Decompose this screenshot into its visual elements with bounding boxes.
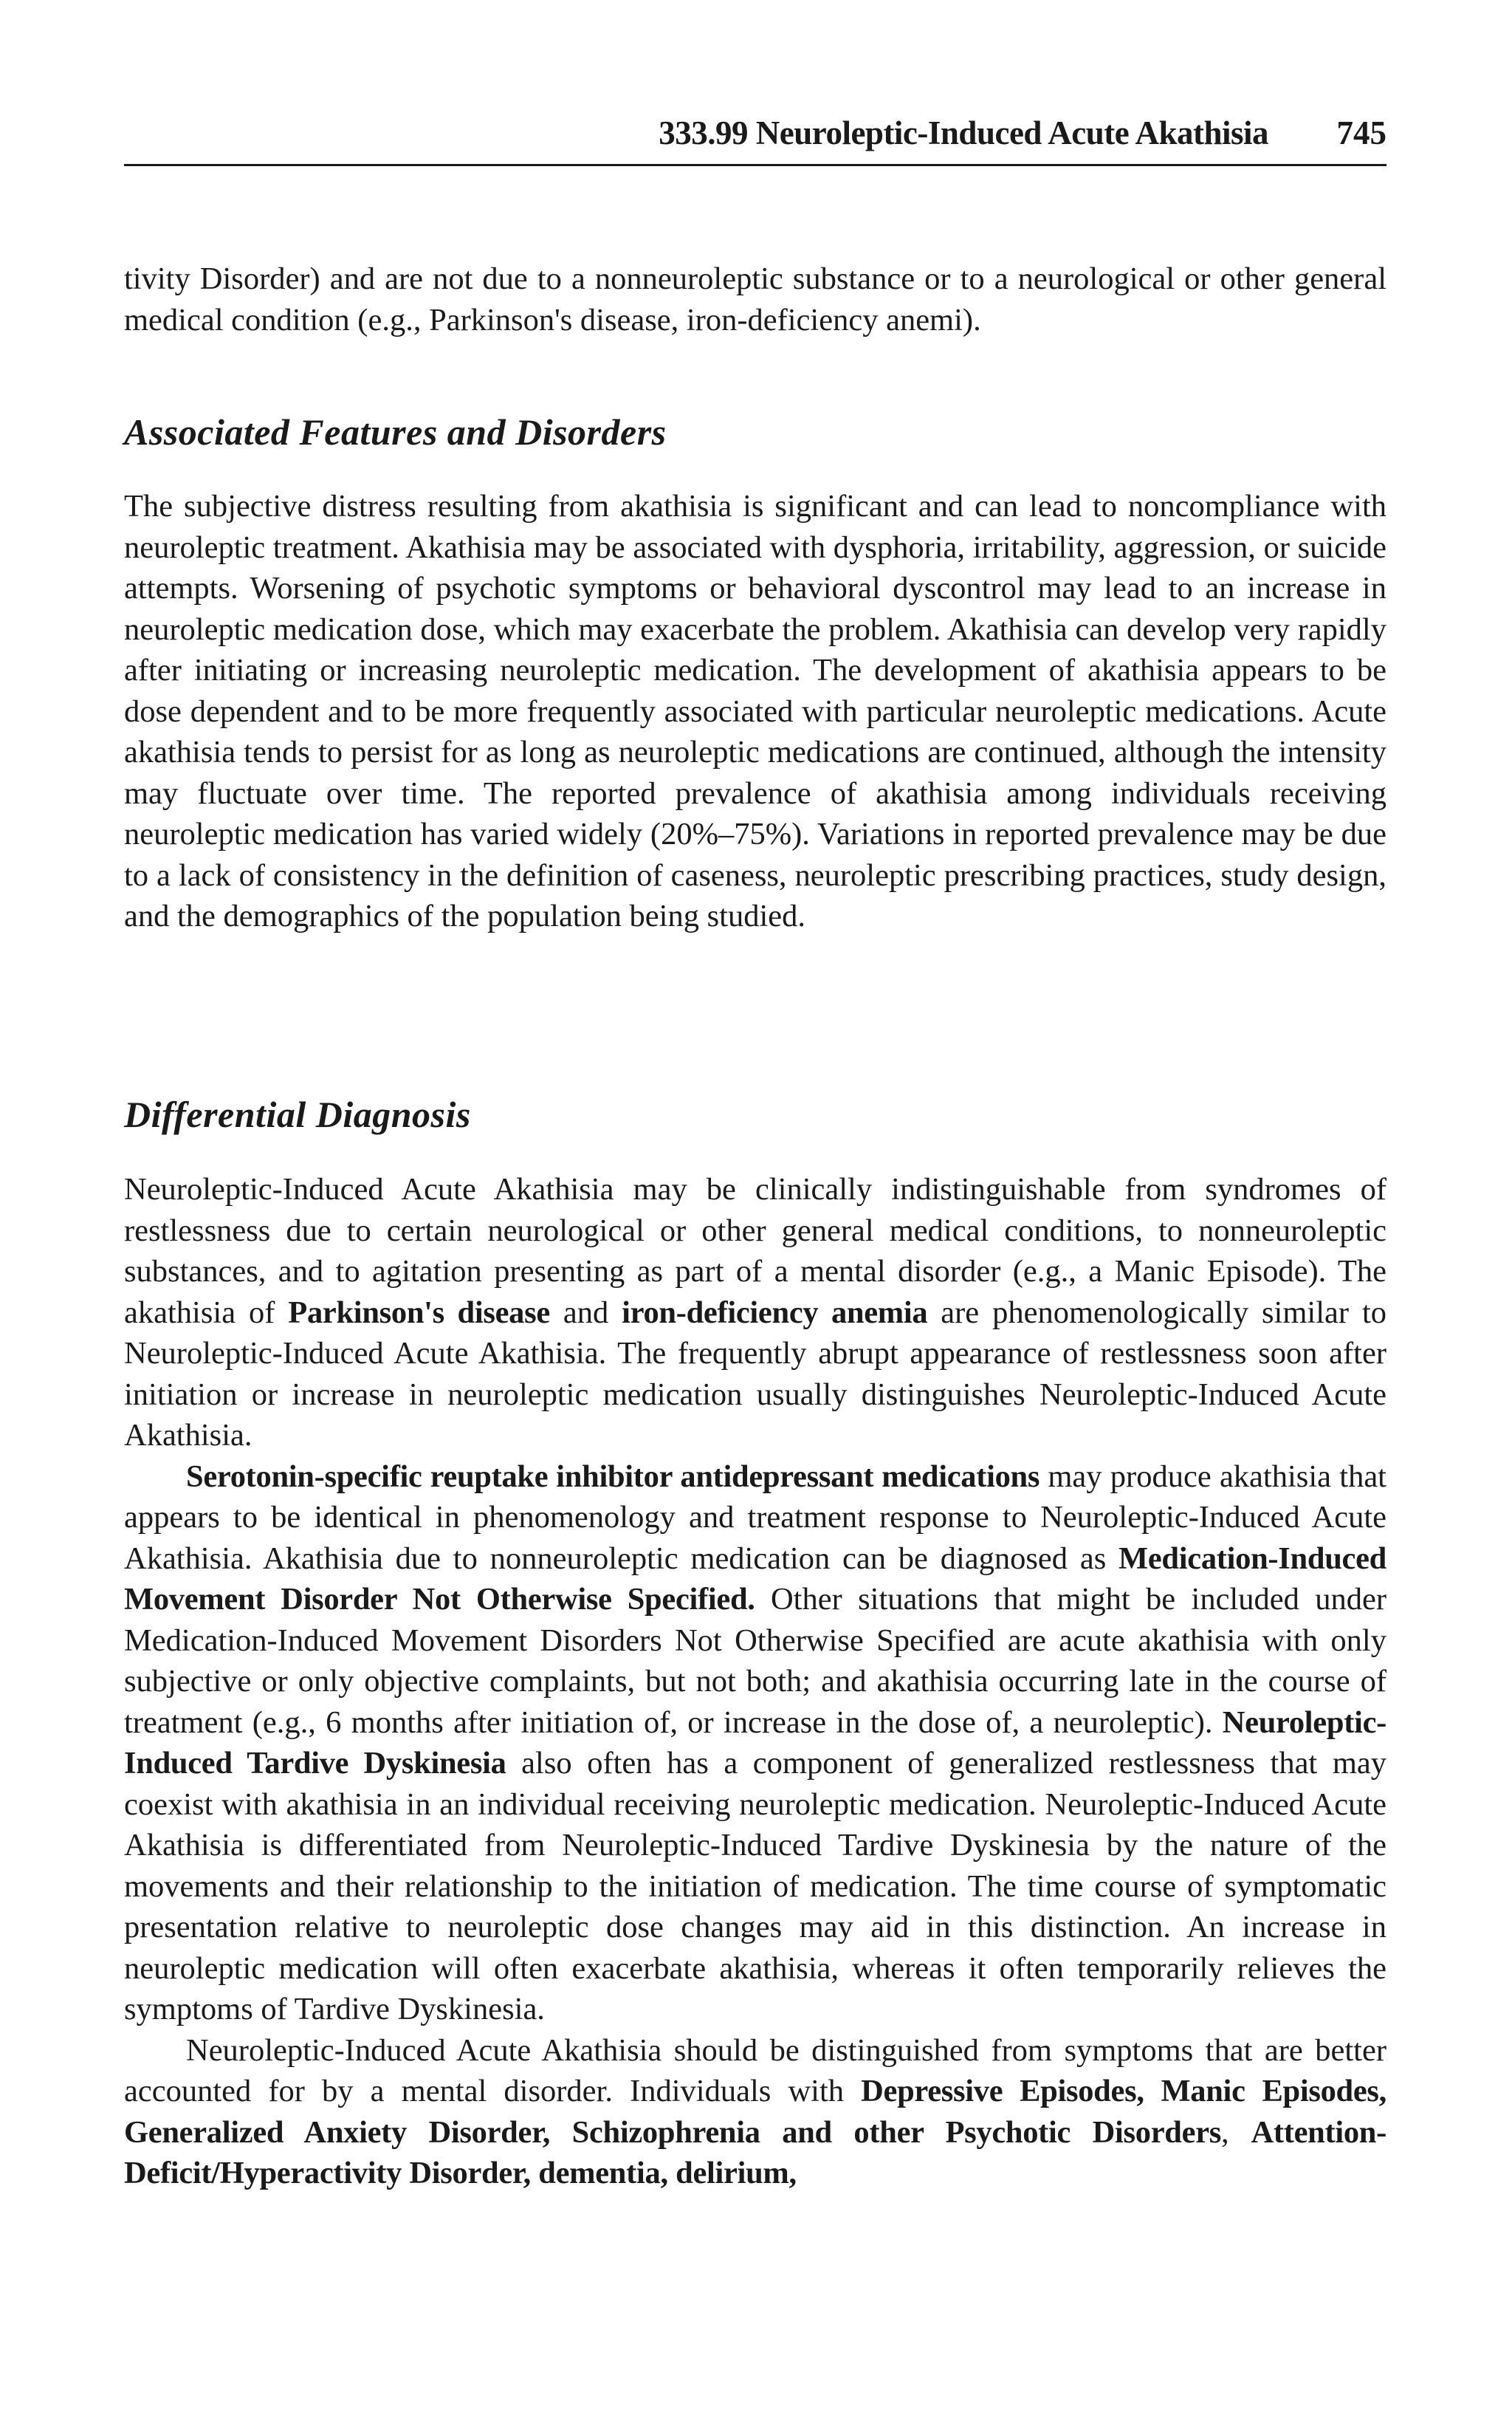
differential-paragraph-2 <box>124 1456 1386 2030</box>
bold-term-parkinsons-disease: Parkinson's disease <box>288 1295 550 1330</box>
differential-diagnosis-body <box>124 1169 1386 2194</box>
bold-term-tardive-dyskinesia: Neuroleptic-Induced Tardive Dyskinesia <box>124 1704 1386 1781</box>
associated-features-paragraph: The subjective distress resulting from akathisia is significant and can lead to noncompliance with neuroleptic treatment. Akathisia may be associated with dysphoria, irritability, aggression, or suicide attempts. Worsening of psychotic symptoms or behavioral dyscontrol may lead to an increase in neuroleptic medication dose, which may exacerbate the problem. Akathisia can develop very rapidly after initiating or increasing neuroleptic medication. The development of akathisia appears to be dose dependent and to be more frequently associated with particular neuroleptic medications. Acute akathisia tends to persist for as long as neuroleptic medications are continued, although the intensity may fluctuate over time. The reported prevalence of akathisia among individuals receiving neuroleptic medication has varied widely (20%–75%). Variations in reported prevalence may be due to a lack of consistency in the definition of caseness, neuroleptic prescribing practices, study design, and the demographics of the population being studied. <box>124 489 1386 933</box>
bold-term-movement-disorder-nos: Medication-Induced Movement Disorder Not Otherwise Specified. <box>124 1541 1386 1617</box>
text-run: Other situations that might be included under Medication-Induced Movement Disorders Not Otherwise Specified are acute akathisia with only subjective or only objective complaints, but not both; and akathisia occurring late in the course of treatment (e.g., 6 months after initiation of, or increase in the dose of, a neuroleptic). <box>124 1582 1386 1740</box>
section-heading-associated-features: Associated Features and Disorders <box>124 411 667 453</box>
bold-term-iron-deficiency-anemia: iron-deficiency anemia <box>622 1295 928 1330</box>
intro-paragraph: tivity Disorder) and are not due to a nonneuroleptic substance or to a neurological or other general medical condition (e.g., Parkinson's disease, iron-deficiency anemi). <box>124 261 1386 337</box>
bold-term-adhd-dementia-delirium: Attention-Deficit/Hyperactivity Disorder, dementia, delirium, <box>124 2114 1386 2190</box>
text-run: Neuroleptic-Induced Acute Akathisia should be distinguished from symptoms that are better accounted for by a mental disorder. Individuals with <box>124 2032 1386 2108</box>
running-head <box>124 111 1386 166</box>
differential-paragraph-1 <box>124 1169 1386 1456</box>
associated-features-body <box>124 486 1386 937</box>
text-run: and <box>549 1295 622 1330</box>
text-run: also often has a component of generalized restlessness that may coexist with akathisia in an individual receiving neuroleptic medication. Neuroleptic-Induced Acute Akathisia is differentiated from Neuroleptic-Induced Tardive Dyskinesia by the nature of the movements and their relationship to the initiation of medication. The time course of symptomatic presentation relative to neuroleptic dose changes may aid in this distinction. An increase in neuroleptic medication will often exacerbate akathisia, whereas it often temporarily relieves the symptoms of Tardive Dyskinesia. <box>124 1746 1386 2026</box>
bold-term-mental-disorders: Depressive Episodes, Manic Episodes, Generalized Anxiety Disorder, Schizophrenia and other Psychotic Disorders <box>124 2074 1386 2150</box>
running-head-title: 333.99 Neuroleptic-Induced Acute Akathisia <box>659 114 1268 151</box>
differential-paragraph-3 <box>124 2030 1386 2194</box>
text-run: , <box>1221 2114 1251 2150</box>
bold-term-ssri-medications: Serotonin-specific reuptake inhibitor antidepressant medications <box>186 1459 1040 1494</box>
text-run: may produce akathisia that appears to be identical in phenomenology and treatment response to Neuroleptic-Induced Acute Akathisia. Akathisia due to nonneuroleptic medication can be diagnosed as <box>124 1459 1386 1576</box>
intro-continuation <box>124 258 1386 340</box>
document-page <box>124 0 1386 2409</box>
text-run: Neuroleptic-Induced Acute Akathisia may be clinically indistinguishable from syndromes of restlessness due to certain neurological or other general medical conditions, to nonneuroleptic substances, and to agitation presenting as part of a mental disorder (e.g., a Manic Episode). The akathisia of <box>124 1172 1386 1330</box>
text-run: are phenomenologically similar to Neuroleptic-Induced Acute Akathisia. The frequently abrupt appearance of restlessness soon after initiation or increase in neuroleptic medication usually distinguishes Neuroleptic-Induced Acute Akathisia. <box>124 1295 1386 1453</box>
section-heading-differential-diagnosis: Differential Diagnosis <box>124 1094 471 1135</box>
page-number: 745 <box>1336 114 1386 151</box>
